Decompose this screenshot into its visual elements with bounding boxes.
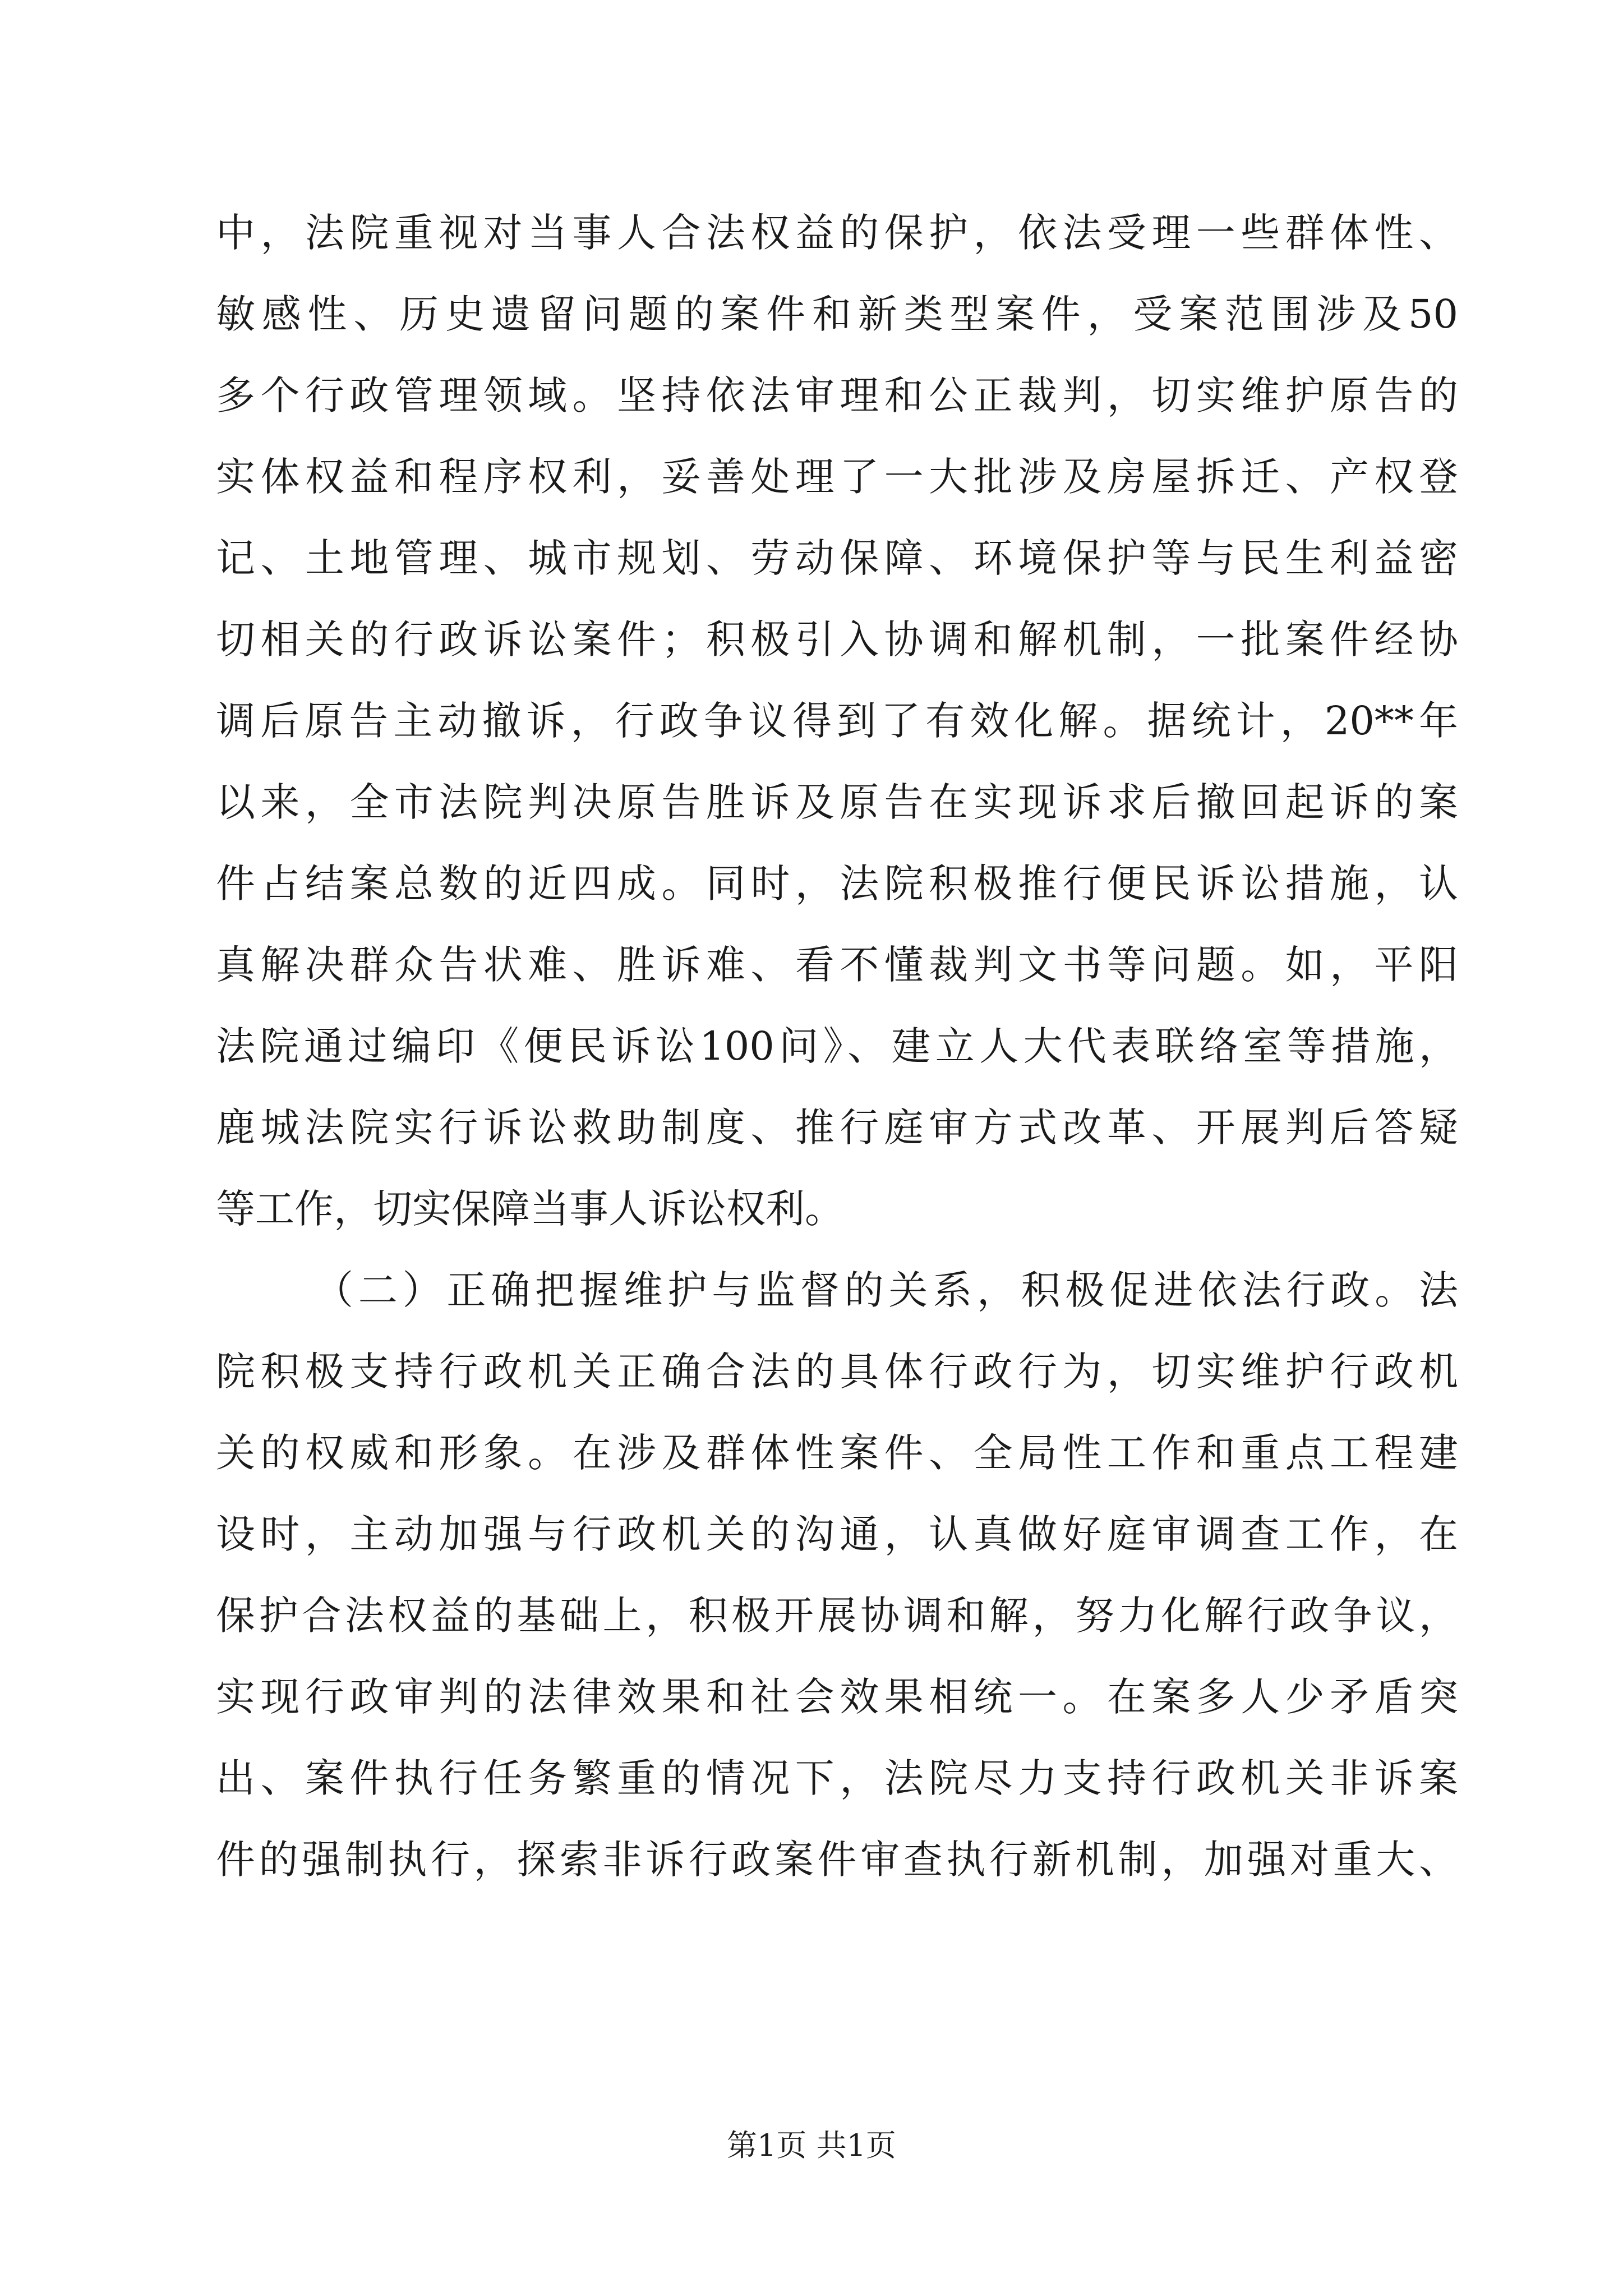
text-line: 鹿城法院实行诉讼救助制度、推行庭审方式改革、开展判后答疑 — [216, 1105, 1458, 1151]
text-line: 实体权益和程序权利，妥善处理了一大批涉及房屋拆迁、产权登 — [216, 454, 1458, 500]
text-line: 中，法院重视对当事人合法权益的保护，依法受理一些群体性、 — [216, 210, 1458, 256]
text-line: 法院通过编印《便民诉讼100问》、建立人大代表联络室等措施， — [216, 1023, 1458, 1069]
text-line: 实现行政审判的法律效果和社会效果相统一。在案多人少矛盾突 — [216, 1674, 1458, 1720]
text-line: 记、土地管理、城市规划、劳动保障、环境保护等与民生利益密 — [216, 535, 1458, 581]
text-line: 件的强制执行，探索非诉行政案件审查执行新机制，加强对重大、 — [216, 1837, 1458, 1883]
text-line: 等工作，切实保障当事人诉讼权利。 — [216, 1186, 844, 1232]
text-line: 多个行政管理领域。坚持依法审理和公正裁判，切实维护原告的 — [216, 372, 1458, 418]
text-line: 真解决群众告状难、胜诉难、看不懂裁判文书等问题。如，平阳 — [216, 942, 1458, 988]
text-line: 关的权威和形象。在涉及群体性案件、全局性工作和重点工程建 — [216, 1430, 1458, 1476]
text-line: 设时，主动加强与行政机关的沟通，认真做好庭审调查工作，在 — [216, 1511, 1458, 1557]
text-line: 保护合法权益的基础上，积极开展协调和解，努力化解行政争议， — [216, 1593, 1458, 1639]
text-line: 以来，全市法院判决原告胜诉及原告在实现诉求后撤回起诉的案 — [216, 779, 1458, 825]
text-line: 调后原告主动撤诉，行政争议得到了有效化解。据统计，20**年 — [216, 698, 1458, 744]
text-line: 件占结案总数的近四成。同时，法院积极推行便民诉讼措施，认 — [216, 861, 1458, 907]
text-line: 敏感性、历史遗留问题的案件和新类型案件，受案范围涉及50 — [216, 291, 1458, 337]
page-number-footer: 第1页 共1页 — [727, 2128, 896, 2163]
paragraph-heading-line: （二）正确把握维护与监督的关系，积极促进依法行政。法 — [314, 1267, 1458, 1313]
text-line: 切相关的行政诉讼案件；积极引入协调和解机制，一批案件经协 — [216, 616, 1458, 662]
text-line: 院积极支持行政机关正确合法的具体行政行为，切实维护行政机 — [216, 1349, 1458, 1395]
text-line: 出、案件执行任务繁重的情况下，法院尽力支持行政机关非诉案 — [216, 1755, 1458, 1801]
